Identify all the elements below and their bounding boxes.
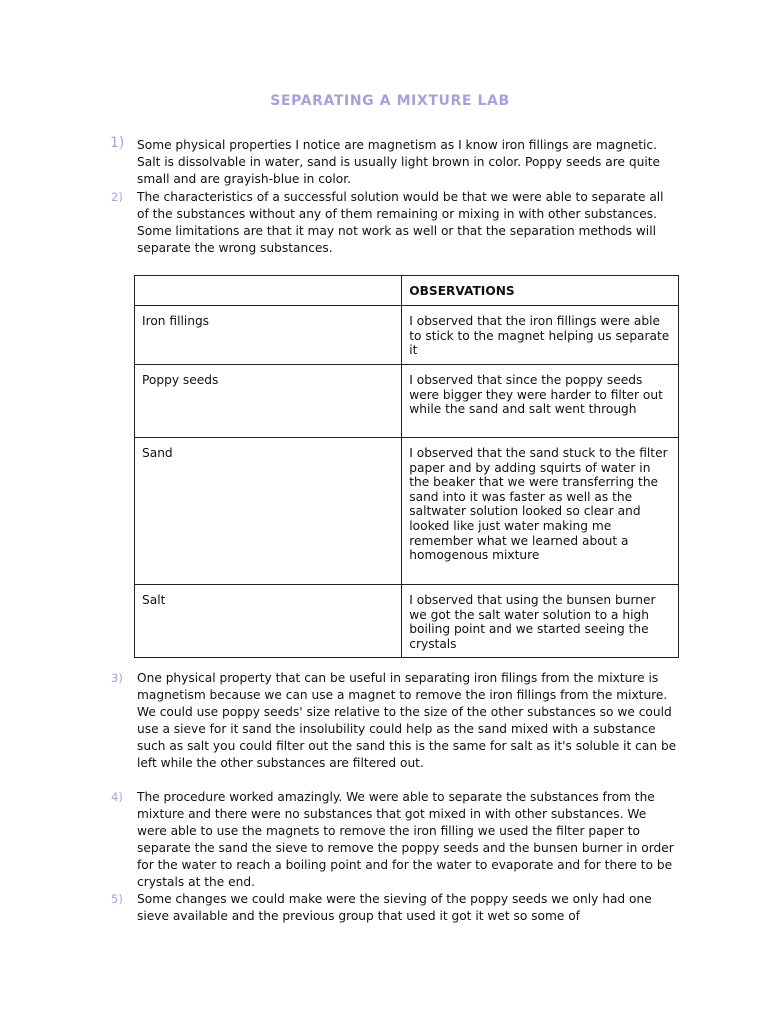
observation-cell: I observed that since the poppy seeds were bigger they were harder to filter out while the sand and salt went through [402,365,679,438]
substance-cell: Poppy seeds [135,365,402,438]
substance-cell: Iron fillings [135,306,402,365]
document-title: SEPARATING A MIXTURE LAB [270,93,510,109]
table-row [135,585,679,658]
list-item-2 [111,189,677,257]
substance-cell: Sand [135,438,402,585]
table-header-cell [135,276,402,306]
observations-table [134,275,679,658]
list-number: 4) [111,790,123,804]
observation-cell: I observed that the iron fillings were able to stick to the magnet helping us separate it [402,306,679,365]
list-item-text: Some changes we could make were the sieving of the poppy seeds we only had one sieve available and the previous group that used it got it wet so some of [137,892,652,923]
list-item-5 [111,891,677,925]
table-header-row [135,276,679,306]
table-row [135,438,679,585]
list-item-4 [111,789,677,890]
table-row [135,365,679,438]
observation-cell: I observed that the sand stuck to the filter paper and by adding squirts of water in the beaker that we were transferring the sand into it was faster as well as the saltwater solution looked so clear and looked like just water making me remember what we learned about a homogenous mixture [402,438,679,585]
list-number: 3) [111,671,123,685]
observation-cell: I observed that using the bunsen burner we got the salt water solution to a high boiling point and we started seeing the crystals [402,585,679,658]
list-item-text: Some physical properties I notice are magnetism as I know iron fillings are magnetic. Salt is dissolvable in water, sand is usually light brown in color. Poppy seeds are quite small and are grayish-blue in color. [137,138,660,186]
list-item-3 [111,670,677,771]
list-number: 1) [110,135,125,151]
substance-cell: Salt [135,585,402,658]
list-item-text: One physical property that can be useful in separating iron filings from the mixture is magnetism because we can use a magnet to remove the iron fillings from the mixture. We could use poppy seeds' size relative to the size of the other substances so we could use a sieve for it sand the insolubility could help as the sand mixed with a substance such as salt you could filter out the sand this is the same for salt as it's soluble it can be left while the other substances are filtered out. [137,671,677,770]
list-number: 2) [111,190,123,204]
list-item-text: The procedure worked amazingly. We were able to separate the substances from the mixture and there were no substances that got mixed in with other substances. We were able to use the magnets to remove the iron filling we used the filter paper to separate the sand the sieve to remove the poppy seeds and the bunsen burner in order for the water to reach a boiling point and for the water to evaporate and for there to be crystals at the end. [137,790,674,889]
table-header-cell: OBSERVATIONS [402,276,679,306]
list-item-text: The characteristics of a successful solution would be that we were able to separate all of the substances without any of them remaining or mixing in with other substances. Some limitations are that it may not work as well or that the separation methods will separate the wrong substances. [137,190,664,255]
list-number: 5) [111,892,123,906]
list-item-1 [110,135,677,188]
table-row [135,306,679,365]
